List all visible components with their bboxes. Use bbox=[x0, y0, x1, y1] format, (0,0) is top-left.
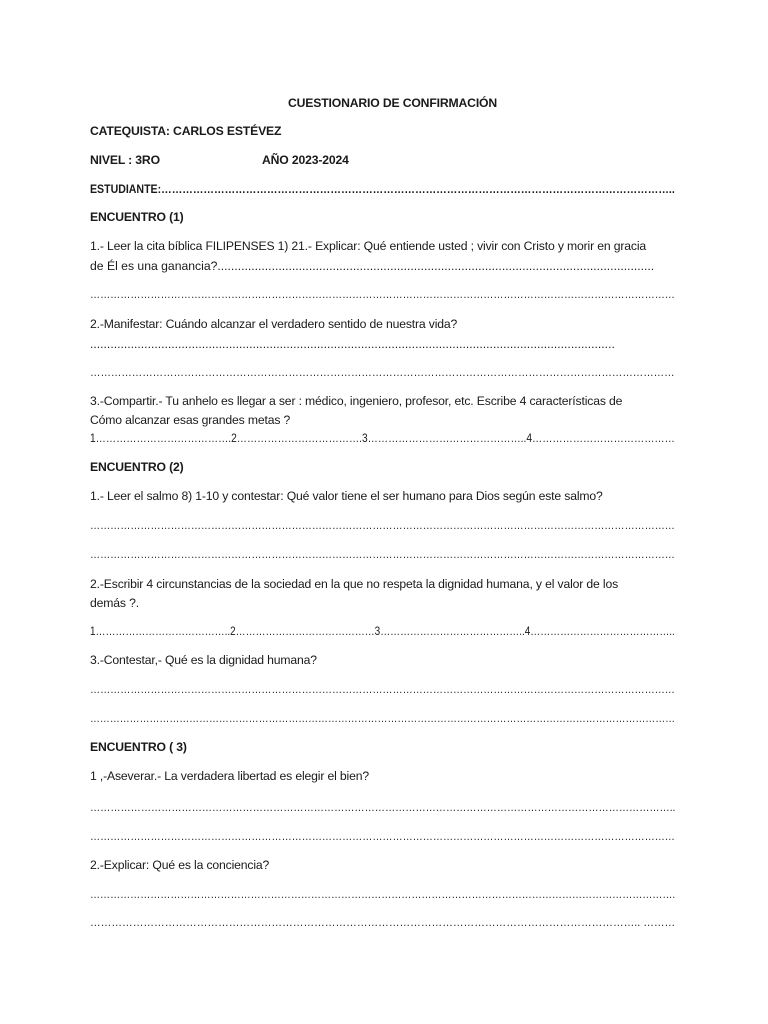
answer-line: ………………………………………………………………………………………………………………………………………………………… bbox=[90, 287, 675, 301]
answer-line: ………………………………………………………………………………………………………………………………………………………… bbox=[90, 829, 675, 843]
e1-question-2: 2.-Manifestar: Cuándo alcanzar el verdadero sentido de nuestra vida? bbox=[90, 317, 458, 331]
e2-question-2: 2.-Escribir 4 circunstancias de la sociedad en la que no respeta la dignidad humana, y el valor de los bbox=[90, 577, 619, 591]
e1-question-1-cont: de Él es una ganancia?................................................................................................................................. bbox=[90, 259, 655, 273]
e1-question-3-cont: Cómo alcanzar esas grandes metas ? bbox=[90, 413, 291, 427]
encuentro-1-heading: ENCUENTRO (1) bbox=[90, 210, 184, 224]
answer-line: …………………………………………………………………………………………………………………………………………………………. bbox=[90, 887, 676, 901]
nivel-label: NIVEL : 3RO bbox=[90, 153, 160, 167]
e2-question-3: 3.-Contestar,- Qué es la dignidad humana? bbox=[90, 653, 317, 667]
encuentro-2-heading: ENCUENTRO (2) bbox=[90, 460, 184, 474]
anio-label: AÑO 2023-2024 bbox=[262, 153, 349, 167]
nivel-line bbox=[90, 152, 490, 168]
catequista-line: CATEQUISTA: CARLOS ESTÉVEZ bbox=[90, 124, 282, 138]
e1-question-1: 1.- Leer la cita bíblica FILIPENSES 1) 21.- Explicar: Qué entiende usted ; vivir con Cristo y morir en gracia bbox=[90, 239, 647, 253]
estudiante-line: ESTUDIANTE:……………………………………………………………………………………………………………………………….. bbox=[90, 182, 675, 196]
answer-line: ……………………………………………………………………………………………………………………………………………………….. bbox=[90, 800, 676, 814]
document-title: CUESTIONARIO DE CONFIRMACIÓN bbox=[287, 96, 498, 110]
e3-question-1: 1 ,-Aseverar.- La verdadera libertad es elegir el bien? bbox=[90, 769, 369, 783]
e2-question-1: 1.- Leer el salmo 8) 1-10 y contestar: Qué valor tiene el ser humano para Dios según este salmo? bbox=[90, 489, 603, 503]
e1-question-3: 3.-Compartir.- Tu anhelo es llegar a ser : médico, ingeniero, profesor, etc. Escribe 4 características de bbox=[90, 394, 623, 408]
encuentro-3-heading: ENCUENTRO ( 3) bbox=[90, 740, 187, 754]
numbered-answer-line: 1…………………………………..2……………………………………3……………………………………..4…………………………………….. bbox=[90, 624, 675, 638]
answer-line: ………………………………………………………………………………………………………………………………………………………… bbox=[90, 547, 675, 561]
answer-line: ………………………………………………………………………………………………………………………………………………………… bbox=[90, 518, 675, 532]
answer-line: ………………………………………………………………………………………………………………………………………………………… bbox=[90, 682, 675, 696]
numbered-answer-line: 1………………………………….2……………………………….3………………………………………..4…………………………………… bbox=[90, 431, 675, 445]
answer-line: …………………………………………………………………………………………………………………………………………………… bbox=[90, 365, 675, 379]
answer-line: ........................................................................................................................................................... bbox=[90, 337, 615, 351]
e3-question-2: 2.-Explicar: Qué es la conciencia? bbox=[90, 858, 270, 872]
e2-question-2-cont: demás ?. bbox=[90, 596, 139, 610]
answer-line: ……………………………………………………………………………………………………………………………………….. ……… bbox=[90, 915, 676, 929]
answer-line: …………………………………………………………………………………………………………………………………………………………… bbox=[90, 711, 676, 725]
